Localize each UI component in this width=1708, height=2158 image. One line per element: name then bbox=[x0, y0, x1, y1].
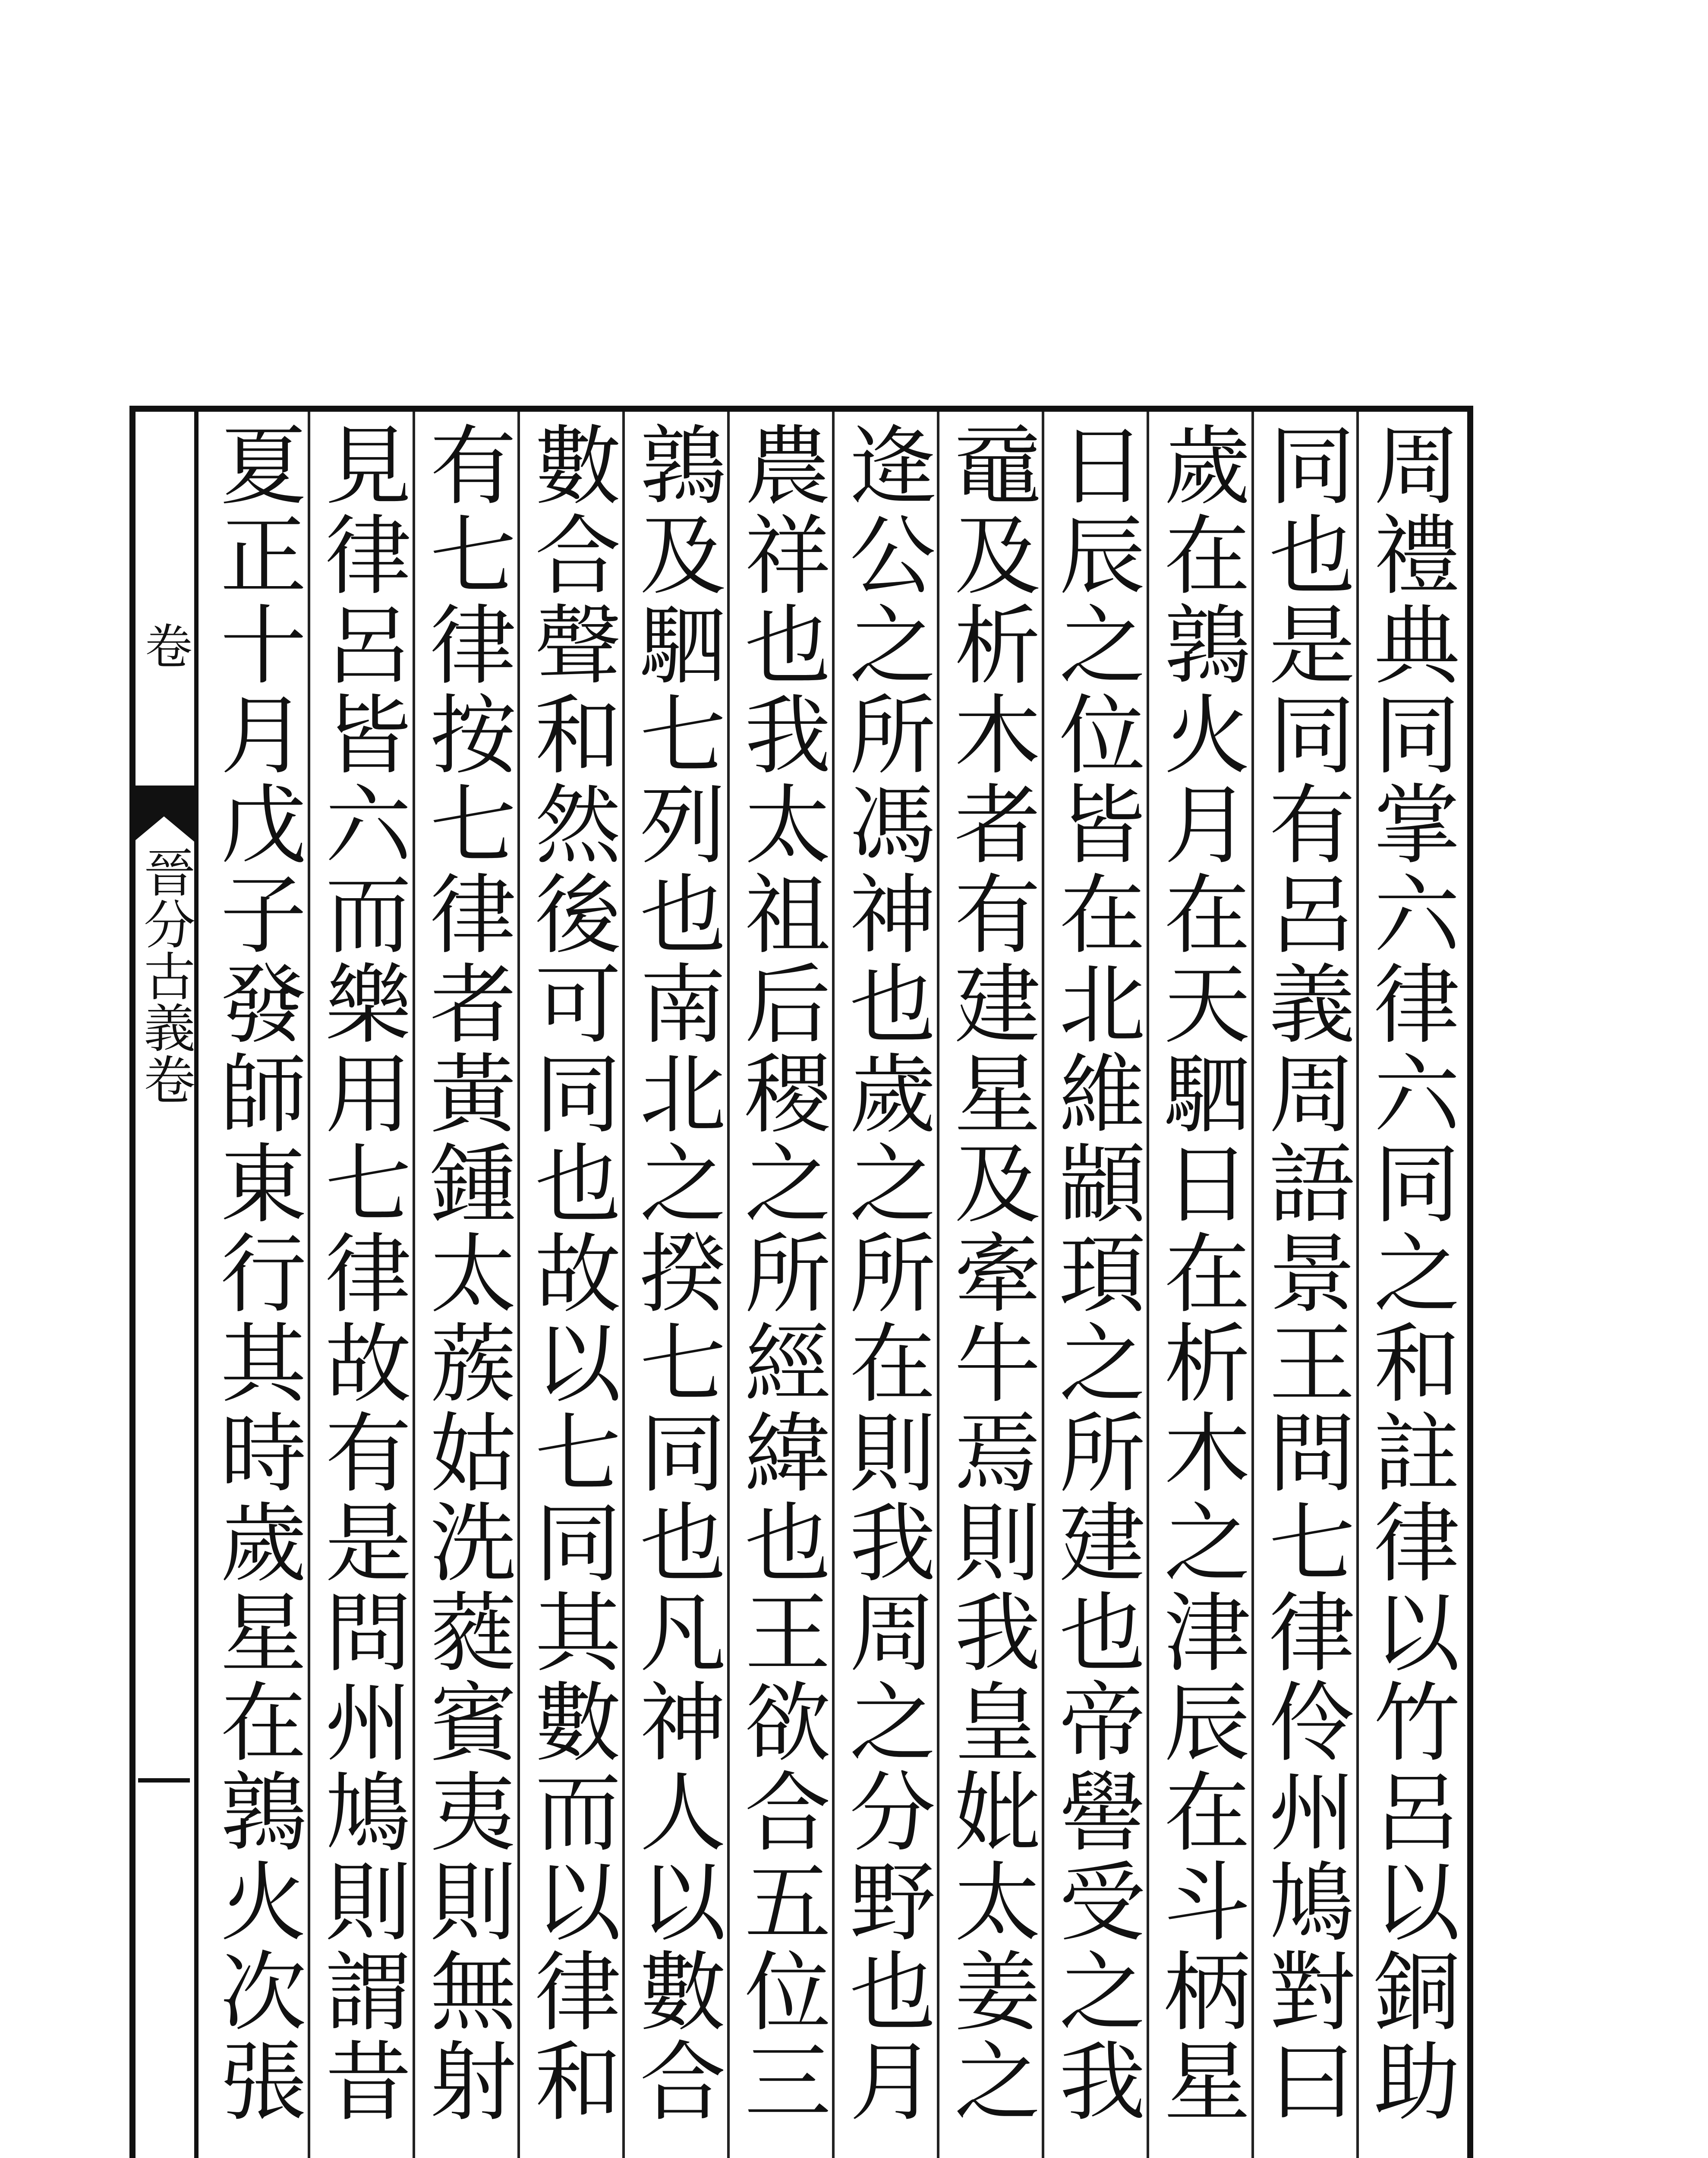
text-column: 見律呂皆六而樂用七律故有是問州鳩則謂昔 bbox=[308, 412, 413, 2158]
text-column: 有七律按七律者黃鍾太蔟姑洗蕤賓夷則無射 bbox=[413, 412, 517, 2158]
margin-mark: 卷 bbox=[137, 622, 192, 669]
text-column: 黿及析木者有建星及牽牛焉則我皇妣太姜之 bbox=[937, 412, 1042, 2158]
main-text-block bbox=[199, 412, 1461, 2158]
margin-page-number bbox=[138, 1778, 190, 1783]
text-column: 鶉及駟七列也南北之揆七同也凡神人以數合 bbox=[622, 412, 727, 2158]
text-column: 歲在鶉火月在天駟日在析木之津辰在斗柄星 bbox=[1147, 412, 1251, 2158]
text-column: 夏正十月戊子發師東行其時歲星在鶉火次張 bbox=[206, 420, 306, 2126]
margin-book-title: 晉分古義卷 bbox=[135, 846, 195, 1105]
text-column: 數合聲和然後可同也故以七同其數而以律和 bbox=[517, 412, 622, 2158]
text-column: 同也是同有呂義周語景王問七律伶州鳩對曰 bbox=[1251, 412, 1356, 2158]
text-column: 周禮典同掌六律六同之和註律以竹呂以銅助 bbox=[1356, 412, 1461, 2158]
text-column: 逄公之所馮神也歲之所在則我周之分野也月 bbox=[832, 412, 937, 2158]
text-column: 日辰之位皆在北維顓頊之所建也帝嚳受之我 bbox=[1042, 412, 1147, 2158]
text-column: 農祥也我太祖后稷之所經緯也王欲合五位三 bbox=[727, 412, 832, 2158]
